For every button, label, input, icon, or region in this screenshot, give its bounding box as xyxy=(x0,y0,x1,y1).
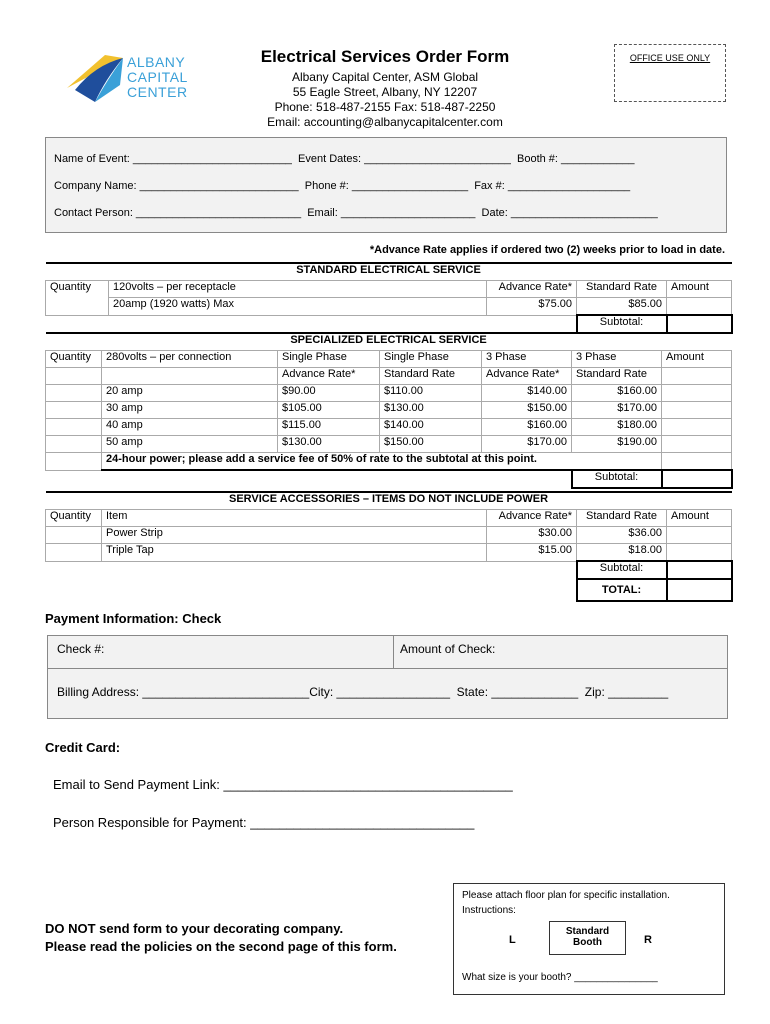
standard-booth-diagram xyxy=(549,921,626,955)
table-row xyxy=(46,402,732,419)
table-row xyxy=(46,544,732,562)
table-row xyxy=(46,385,732,402)
standard-std-hdr: Standard Rate xyxy=(577,281,667,298)
payment-link-email-field[interactable]: Email to Send Payment Link: ________________________________________ xyxy=(53,777,513,792)
accessories-subtotal-input[interactable] xyxy=(667,561,732,579)
specialized-h1a: Single Phase xyxy=(278,351,380,368)
accessories-title: SERVICE ACCESSORIES – ITEMS DO NOT INCLUDE POWER xyxy=(46,492,732,510)
accessories-adv-hdr: Advance Rate* xyxy=(487,510,577,527)
billing-address-field[interactable]: Billing Address: _________________________City: _________________ State: _____________ Zip: _________ xyxy=(57,685,669,699)
qty-input[interactable] xyxy=(46,402,102,419)
amount-input[interactable] xyxy=(662,385,732,402)
right-label: R xyxy=(644,934,652,946)
event-info-box xyxy=(45,137,727,233)
standard-desc1: 120volts – per receptacle xyxy=(109,281,487,298)
rate-cell: $18.00 xyxy=(577,544,667,562)
standard-adv: $75.00 xyxy=(487,298,577,316)
rate-cell: $130.00 xyxy=(278,436,380,453)
amount-input[interactable] xyxy=(662,402,732,419)
rate-cell: $36.00 xyxy=(577,527,667,544)
service-fee-note: 24-hour power; please add a service fee of 50% of rate to the subtotal at this point. xyxy=(102,453,662,471)
accessories-qty-label: Quantity xyxy=(46,510,102,527)
payment-divider xyxy=(393,636,394,668)
item-name: Triple Tap xyxy=(102,544,487,562)
event-row-2[interactable]: Company Name: __________________________ Phone #: ___________________ Fax #: ____________________ xyxy=(54,180,631,192)
specialized-service-table xyxy=(45,332,733,489)
qty-input[interactable] xyxy=(46,527,102,544)
rate-cell: $90.00 xyxy=(278,385,380,402)
advance-rate-note: *Advance Rate applies if ordered two (2) weeks prior to load in date. xyxy=(369,244,725,256)
left-label: L xyxy=(509,934,516,946)
rate-cell: $170.00 xyxy=(572,402,662,419)
credit-card-heading: Credit Card: xyxy=(45,740,121,755)
qty-input[interactable] xyxy=(46,385,102,402)
table-row xyxy=(46,527,732,544)
payment-box xyxy=(47,635,728,719)
amount-input[interactable] xyxy=(662,436,732,453)
office-use-box xyxy=(614,44,726,102)
office-use-label: OFFICE USE ONLY xyxy=(629,53,711,63)
specialized-desc: 280volts – per connection xyxy=(102,351,278,368)
logo xyxy=(65,50,195,105)
warning-line-1: DO NOT send form to your decorating company. xyxy=(45,921,344,936)
logo-line2: CAPITAL xyxy=(127,69,188,85)
rate-cell: $150.00 xyxy=(482,402,572,419)
rate-cell: $140.00 xyxy=(482,385,572,402)
standard-adv-hdr: Advance Rate* xyxy=(487,281,577,298)
specialized-h4b: Standard Rate xyxy=(572,368,662,385)
amp-label: 30 amp xyxy=(102,402,278,419)
accessories-subtotal-label: Subtotal: xyxy=(577,561,667,579)
rate-cell: $160.00 xyxy=(482,419,572,436)
qty-input[interactable] xyxy=(46,419,102,436)
specialized-subtotal-label: Subtotal: xyxy=(572,470,662,488)
phone-line: Phone: 518-487-2155 Fax: 518-487-2250 xyxy=(274,100,496,114)
accessories-amt-hdr: Amount xyxy=(667,510,732,527)
payment-divider xyxy=(48,668,727,669)
specialized-h3b: Advance Rate* xyxy=(482,368,572,385)
standard-service-table xyxy=(45,262,733,334)
specialized-h2a: Single Phase xyxy=(380,351,482,368)
rate-cell: $160.00 xyxy=(572,385,662,402)
page-title: Electrical Services Order Form xyxy=(260,47,510,66)
qty-input[interactable] xyxy=(46,544,102,562)
total-label: TOTAL: xyxy=(577,579,667,601)
rate-cell: $130.00 xyxy=(380,402,482,419)
standard-amt-hdr: Amount xyxy=(667,281,732,298)
event-row-3[interactable]: Contact Person: ___________________________ Email: ______________________ Date: ________________________ xyxy=(54,207,658,219)
logo-mark-icon xyxy=(65,50,125,105)
standard-std: $85.00 xyxy=(577,298,667,316)
check-number-field[interactable]: Check #: xyxy=(57,642,105,656)
amp-label: 50 amp xyxy=(102,436,278,453)
standard-title: STANDARD ELECTRICAL SERVICE xyxy=(46,263,732,281)
floor-plan-instruction: Please attach floor plan for specific installation. xyxy=(462,890,670,901)
qty-input[interactable] xyxy=(46,436,102,453)
table-row xyxy=(46,436,732,453)
standard-desc2: 20amp (1920 watts) Max xyxy=(109,298,487,316)
accessories-std-hdr: Standard Rate xyxy=(577,510,667,527)
specialized-amt-hdr: Amount xyxy=(662,351,732,368)
check-amount-field[interactable]: Amount of Check: xyxy=(400,642,496,656)
rate-cell: $30.00 xyxy=(487,527,577,544)
standard-amount-input[interactable] xyxy=(667,298,732,316)
rate-cell: $140.00 xyxy=(380,419,482,436)
payment-heading: Payment Information: Check xyxy=(45,611,222,626)
amp-label: 40 amp xyxy=(102,419,278,436)
rate-cell: $170.00 xyxy=(482,436,572,453)
warning-line-2: Please read the policies on the second page of this form. xyxy=(45,939,397,954)
specialized-h4a: 3 Phase xyxy=(572,351,662,368)
rate-cell: $105.00 xyxy=(278,402,380,419)
specialized-h3a: 3 Phase xyxy=(482,351,572,368)
amp-label: 20 amp xyxy=(102,385,278,402)
venue-line: Albany Capital Center, ASM Global xyxy=(291,70,479,84)
event-row-1[interactable]: Name of Event: __________________________ Event Dates: ________________________ Booth #: ____________ xyxy=(54,153,635,165)
floor-plan-box xyxy=(453,883,725,995)
total-input[interactable] xyxy=(667,579,732,601)
accessories-item-hdr: Item xyxy=(102,510,487,527)
specialized-title: SPECIALIZED ELECTRICAL SERVICE xyxy=(46,333,732,351)
booth-size-field[interactable]: What size is your booth? _______________ xyxy=(462,972,658,983)
specialized-h2b: Standard Rate xyxy=(380,368,482,385)
logo-line1: ALBANY xyxy=(127,54,186,70)
floor-plan-instructions-label: Instructions: xyxy=(462,905,516,916)
amount-input[interactable] xyxy=(662,419,732,436)
item-name: Power Strip xyxy=(102,527,487,544)
rate-cell: $15.00 xyxy=(487,544,577,562)
logo-line3: CENTER xyxy=(127,84,188,100)
specialized-subtotal-input[interactable] xyxy=(662,470,732,488)
standard-subtotal-label: Subtotal: xyxy=(577,315,667,333)
rate-cell: $150.00 xyxy=(380,436,482,453)
standard-subtotal-input[interactable] xyxy=(667,315,732,333)
booth-label-2: Booth xyxy=(573,937,602,948)
rate-cell: $115.00 xyxy=(278,419,380,436)
rate-cell: $110.00 xyxy=(380,385,482,402)
rate-cell: $190.00 xyxy=(572,436,662,453)
standard-qty-label: Quantity xyxy=(46,281,109,316)
accessories-table xyxy=(45,491,733,602)
amount-input[interactable] xyxy=(667,544,732,562)
address-line: 55 Eagle Street, Albany, NY 12207 xyxy=(292,85,478,99)
specialized-h1b: Advance Rate* xyxy=(278,368,380,385)
booth-label-1: Standard xyxy=(565,926,610,937)
table-row xyxy=(46,419,732,436)
rate-cell: $180.00 xyxy=(572,419,662,436)
email-line: Email: accounting@albanycapitalcenter.com xyxy=(267,115,503,129)
amount-input[interactable] xyxy=(667,527,732,544)
responsible-person-field[interactable]: Person Responsible for Payment: _______________________________ xyxy=(53,815,475,830)
specialized-qty-label: Quantity xyxy=(46,351,102,368)
